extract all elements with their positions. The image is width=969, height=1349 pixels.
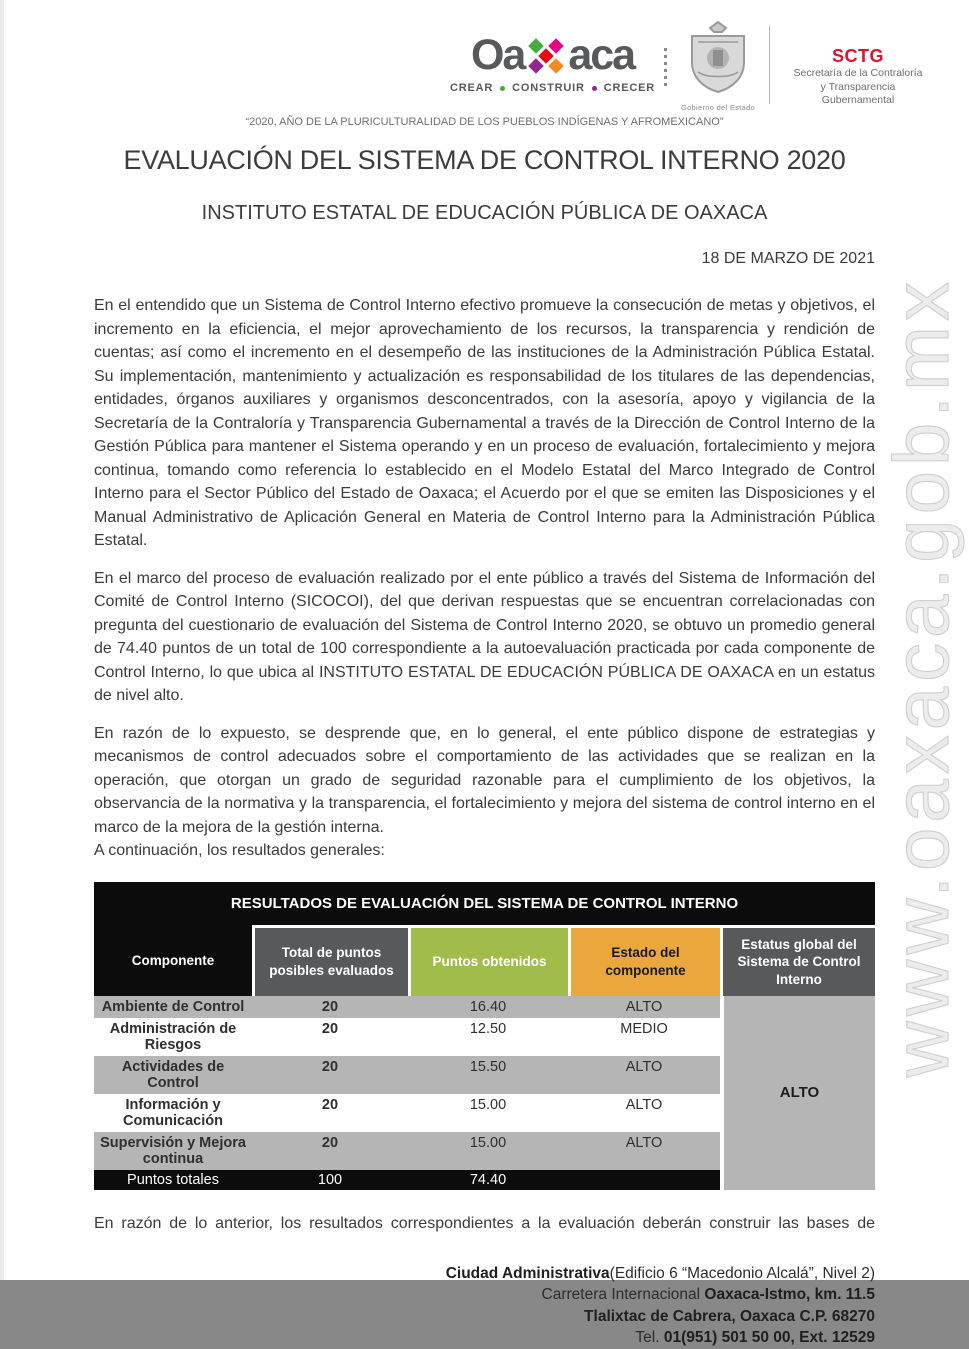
results-table-wrapper xyxy=(94,882,875,1191)
col-header-puntos-obtenidos: Puntos obtenidos xyxy=(408,925,568,997)
bullet-icon xyxy=(500,86,505,91)
coat-of-arms-caption: Gobierno del Estado xyxy=(680,103,756,112)
cell-estado: ALTO xyxy=(568,996,720,1018)
cell-estado: ALTO xyxy=(568,1094,720,1132)
sctg-line: y Transparencia xyxy=(820,80,896,93)
sctg-line: Gubernamental xyxy=(821,94,895,107)
cell-obtenidos: 15.00 xyxy=(408,1094,568,1132)
watermark-text: www.oaxaca.gob.mx xyxy=(876,276,965,1078)
logo-text-pre: Oa xyxy=(470,31,525,79)
footer-building-bold: Ciudad Administrativa xyxy=(445,1264,610,1282)
cell-estado: ALTO xyxy=(568,1056,720,1094)
footer-line-2 xyxy=(94,1284,875,1306)
sctg-acronym: SCTG xyxy=(831,46,884,66)
paragraph-4: En razón de lo anterior, los resultados correspondientes a la evaluación deberán construir las bases de xyxy=(94,1215,875,1233)
letterhead xyxy=(0,0,969,112)
paragraph-3-followup: A continuación, los resultados generales: xyxy=(94,842,385,859)
footer-tel-bold: 01(951) 501 50 00, Ext. 12529 xyxy=(663,1329,875,1347)
cell-total: 20 xyxy=(252,996,408,1018)
logo-tagline xyxy=(450,82,655,94)
document-date: 18 DE MARZO DE 2021 xyxy=(701,250,875,267)
col-header-componente: Componente xyxy=(94,925,252,997)
document-body xyxy=(0,250,969,1349)
state-coat-of-arms xyxy=(676,20,760,112)
dotted-divider xyxy=(664,48,667,86)
cell-componente: Información y Comunicación xyxy=(94,1094,252,1132)
cell-total: 20 xyxy=(252,1094,408,1132)
cell-totals-label: Puntos totales xyxy=(94,1170,252,1190)
footer-line-4 xyxy=(94,1327,875,1349)
sctg-line: Secretaría de la Contraloría xyxy=(793,67,923,79)
year-motto: “2020, AÑO DE LA PLURICULTURALIDAD DE LOS PUEBLOS INDÍGENAS Y AFROMEXICANO” xyxy=(245,116,724,128)
institution-name: INSTITUTO ESTATAL DE EDUCACIÓN PÚBLICA DE OAXACA xyxy=(201,202,768,224)
tagline-word: CONSTRUIR xyxy=(512,82,585,94)
cell-estado: MEDIO xyxy=(568,1018,720,1056)
vertical-divider xyxy=(769,26,770,104)
col-header-total-puntos: Total de puntos posibles evaluados xyxy=(252,925,408,997)
tagline-word: CREAR xyxy=(450,82,494,94)
sctg-block xyxy=(779,20,937,108)
cell-obtenidos: 15.00 xyxy=(408,1132,568,1170)
footer-city-bold: Tlalixtac de Cabrera, Oaxaca C.P. 68270 xyxy=(584,1307,875,1325)
bullet-icon xyxy=(592,86,597,91)
cell-totals-obtenidos: 74.40 xyxy=(408,1170,568,1190)
cell-componente: Administración de Riesgos xyxy=(94,1018,252,1056)
cell-obtenidos: 16.40 xyxy=(408,996,568,1018)
cell-componente: Actividades de Control xyxy=(94,1056,252,1094)
tagline-word: CRECER xyxy=(603,82,655,94)
footer-tel-label: Tel. xyxy=(635,1329,664,1347)
paragraph-1: En el entendido que un Sistema de Control Interno efectivo promueve la consecución de metas y objetivos, el incremento en la eficiencia, el mejor aprovechamiento de los recursos, la transparencia y rendición de cuentas; así como el incremento en el desempeño de las instituciones de la Administración Pública Estatal. Su implementación, mantenimiento y actualización es responsabilidad de los titulares de las dependencias, entidades, órganos auxiliares y organismos desconcentrados, con la asesoría, apoyo y vigilancia de la Secretaría de la Contraloría y Transparencia Gubernamental a través de la Dirección de Control Interno de la Gestión Pública para mantener el Sistema operando y en un proceso de evaluación, fortalecimiento y mejora continua, tomando como referencia lo establecido en el Modelo Estatal del Marco Integrado de Control Interno para el Sector Público del Estado de Oaxaca; el Acuerdo por el que se emiten las Disposiciones y el Manual Administrativo de Aplicación General en Materia de Control Interno para la Administración Pública Estatal. xyxy=(94,297,875,549)
logo-text-post: aca xyxy=(568,31,635,79)
cell-total: 20 xyxy=(252,1018,408,1056)
oaxaca-logo xyxy=(450,31,655,94)
cell-obtenidos: 15.50 xyxy=(408,1056,568,1094)
footer-road: Carretera Internacional xyxy=(541,1286,705,1304)
paragraph-2: En el marco del proceso de evaluación realizado por el ente público a través del Sistema de Información del Comité de Control Interno (SICOCOI), del que derivan respuestas que se encuentran correlacionadas con pregunta del cuestionario de evaluación del Sistema de Control Interno 2020, se obtuvo un promedio general de 74.40 puntos de un total de 100 correspondiente a la autoevaluación practicada por cada componente de Control Interno, lo que ubica al INSTITUTO ESTATAL DE EDUCACIÓN PÚBLICA DE OAXACA en un estatus de nivel alto. xyxy=(94,569,875,704)
table-header-row xyxy=(94,925,875,997)
footer-building-detail: (Edificio 6 “Macedonio Alcalá”, Nivel 2) xyxy=(609,1264,875,1282)
paragraph-3: En razón de lo expuesto, se desprende que, en lo general, el ente público dispone de estrategias y mecanismos de control adecuados sobre el comportamiento de las actividades que se realizan en la operación, que otorgan un grado de seguridad razonable para el cumplimiento de los objetivos, la observancia de la normativa y la transparencia, el fortalecimiento y mejora del sistema de control interno en el marco de la mejora de la gestión interna. xyxy=(94,724,875,836)
footer-line-3 xyxy=(94,1306,875,1328)
cell-estado: ALTO xyxy=(568,1132,720,1170)
cell-obtenidos: 12.50 xyxy=(408,1018,568,1056)
cell-total: 20 xyxy=(252,1056,408,1094)
footer-line-1 xyxy=(94,1263,875,1285)
cell-totals-estado-empty xyxy=(568,1170,720,1190)
address-footer xyxy=(94,1263,875,1349)
cell-total: 20 xyxy=(252,1132,408,1170)
oaxaca-x-diamonds-icon xyxy=(526,36,566,76)
col-header-estado: Estado del componente xyxy=(568,925,720,997)
cell-componente: Supervisión y Mejora continua xyxy=(94,1132,252,1170)
footer-road-bold: Oaxaca-Istmo, km. 11.5 xyxy=(704,1286,875,1304)
page-title: EVALUACIÓN DEL SISTEMA DE CONTROL INTERNO 2020 xyxy=(123,145,846,175)
results-table xyxy=(94,925,875,1191)
coat-of-arms-icon xyxy=(682,20,754,96)
table-title: RESULTADOS DE EVALUACIÓN DEL SISTEMA DE CONTROL INTERNO xyxy=(94,882,875,925)
col-header-estatus-global: Estatus global del Sistema de Control Interno xyxy=(720,925,875,997)
cell-totals-total: 100 xyxy=(252,1170,408,1190)
cell-componente: Ambiente de Control xyxy=(94,996,252,1018)
global-status-cell: ALTO xyxy=(720,996,875,1190)
table-row xyxy=(94,996,875,1018)
